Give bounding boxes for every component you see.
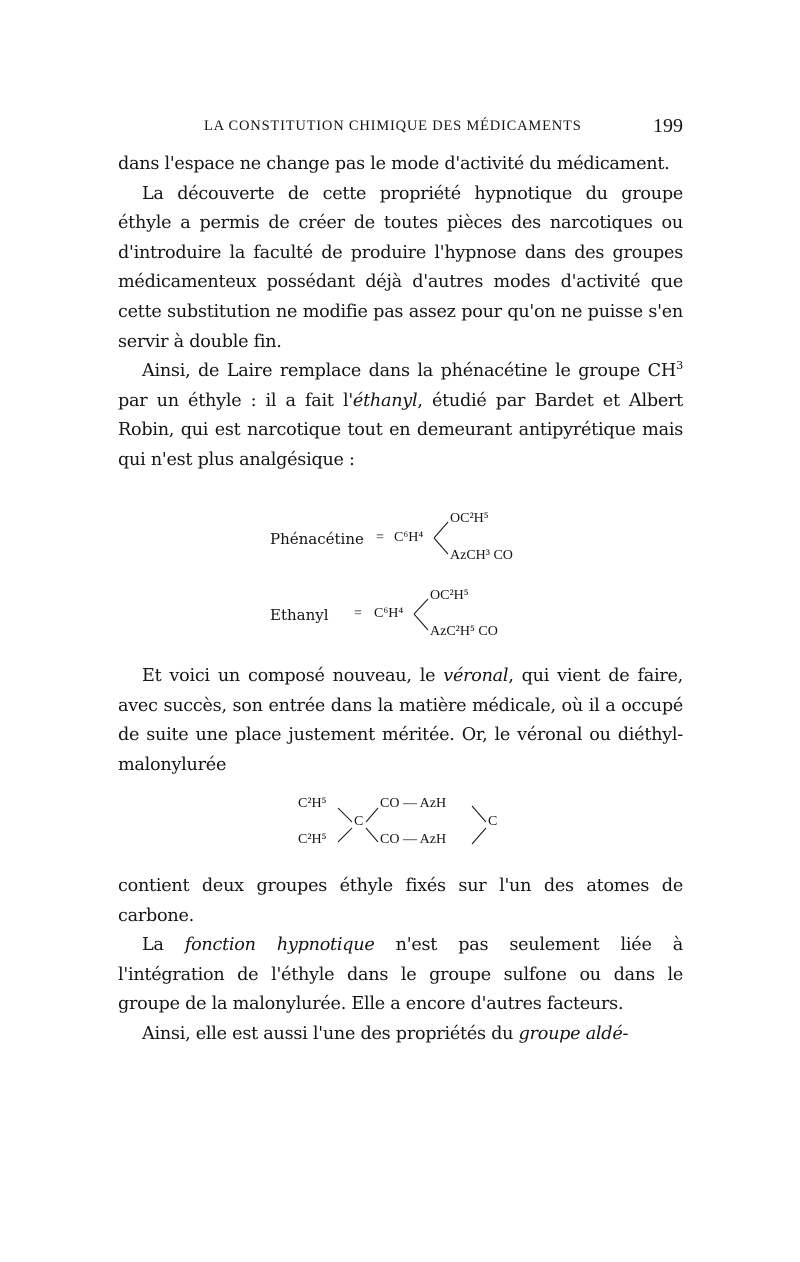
running-head bbox=[118, 115, 683, 142]
formula-veronal bbox=[298, 796, 518, 856]
formula-phenacetine bbox=[270, 508, 530, 568]
carbonyl-top: CO — AzH bbox=[380, 796, 447, 811]
paragraph-5: contient deux groupes éthyle fixés sur l'un des atomes de carbone. bbox=[118, 876, 683, 926]
italic-veronal: véronal bbox=[443, 666, 509, 686]
equals-sign: = bbox=[376, 530, 384, 545]
ethyl-bottom: C²H⁵ bbox=[298, 832, 327, 847]
formula-label: Ethanyl bbox=[270, 606, 329, 624]
equals-sign: = bbox=[354, 606, 362, 621]
paragraph-4: Et voici un composé nouveau, le véronal, qui vient de faire, avec succès, son entrée dans la matière médicale, où il a occupé de suite une place justement méritée. Or, le véronal ou diéthyl-malonylurée bbox=[118, 666, 683, 775]
text-block-3 bbox=[118, 872, 683, 1050]
urea-carbon: C bbox=[488, 814, 498, 829]
paragraph-2: La découverte de cette propriété hypnotique du groupe éthyle a permis de créer de toutes pièces des narcotiques ou d'introduire la faculté de produire l'hypnose dans des groupes médicamenteux possédant déjà d'autres modes d'activité que cette substitution ne modifie pas assez pour qu'on ne puisse s'en servir à double fin. bbox=[118, 183, 683, 352]
formula-label: Phénacétine bbox=[270, 530, 364, 548]
text-block-2 bbox=[118, 662, 683, 780]
carbonyl-bottom: CO — AzH bbox=[380, 832, 447, 847]
page-number: 199 bbox=[653, 115, 683, 137]
benzene-core: C⁶H⁴ bbox=[394, 530, 424, 545]
paragraph-6: La fonction hypnotique n'est pas seulement liée à l'intégration de l'éthyle dans le groupe sulfone ou dans le groupe de la malonylurée. Elle a encore d'autres facteurs. bbox=[118, 935, 684, 1015]
substituent-top: OC²H⁵ bbox=[450, 511, 489, 526]
bond-lines bbox=[298, 796, 518, 856]
paragraph-1: dans l'espace ne change pas le mode d'activité du médicament. bbox=[118, 154, 670, 174]
substituent-bottom: AzC²H⁵ CO bbox=[430, 624, 498, 639]
ethyl-top: C²H⁵ bbox=[298, 796, 327, 811]
benzene-core: C⁶H⁴ bbox=[374, 606, 404, 621]
italic-fonction-hypnotique: fonction hypnotique bbox=[184, 935, 375, 956]
italic-groupe-aldehyde: groupe aldé- bbox=[518, 1023, 629, 1044]
italic-ethanyl: éthanyl bbox=[352, 390, 418, 411]
central-carbon: C bbox=[354, 814, 364, 829]
paragraph-7: Ainsi, elle est aussi l'une des propriétés du groupe aldé- bbox=[142, 1023, 629, 1044]
bond-lines bbox=[270, 508, 530, 568]
paragraph-3: Ainsi, de Laire remplace dans la phénacétine le groupe $CH^3$ par un éthyle : il a fait l'éthanyl, étudié par Bardet et Albert Robin, qui est narcotique tout en demeurant antipyrétique mais qui n'est plus analgésique : bbox=[118, 358, 683, 470]
substituent-bottom: AzCH³ CO bbox=[450, 548, 513, 563]
bond-lines bbox=[270, 588, 530, 648]
substituent-top: OC²H⁵ bbox=[430, 588, 469, 603]
formula-ethanyl bbox=[270, 588, 530, 648]
running-head-title: LA CONSTITUTION CHIMIQUE DES MÉDICAMENTS bbox=[204, 118, 582, 134]
text-block-1 bbox=[118, 150, 683, 476]
